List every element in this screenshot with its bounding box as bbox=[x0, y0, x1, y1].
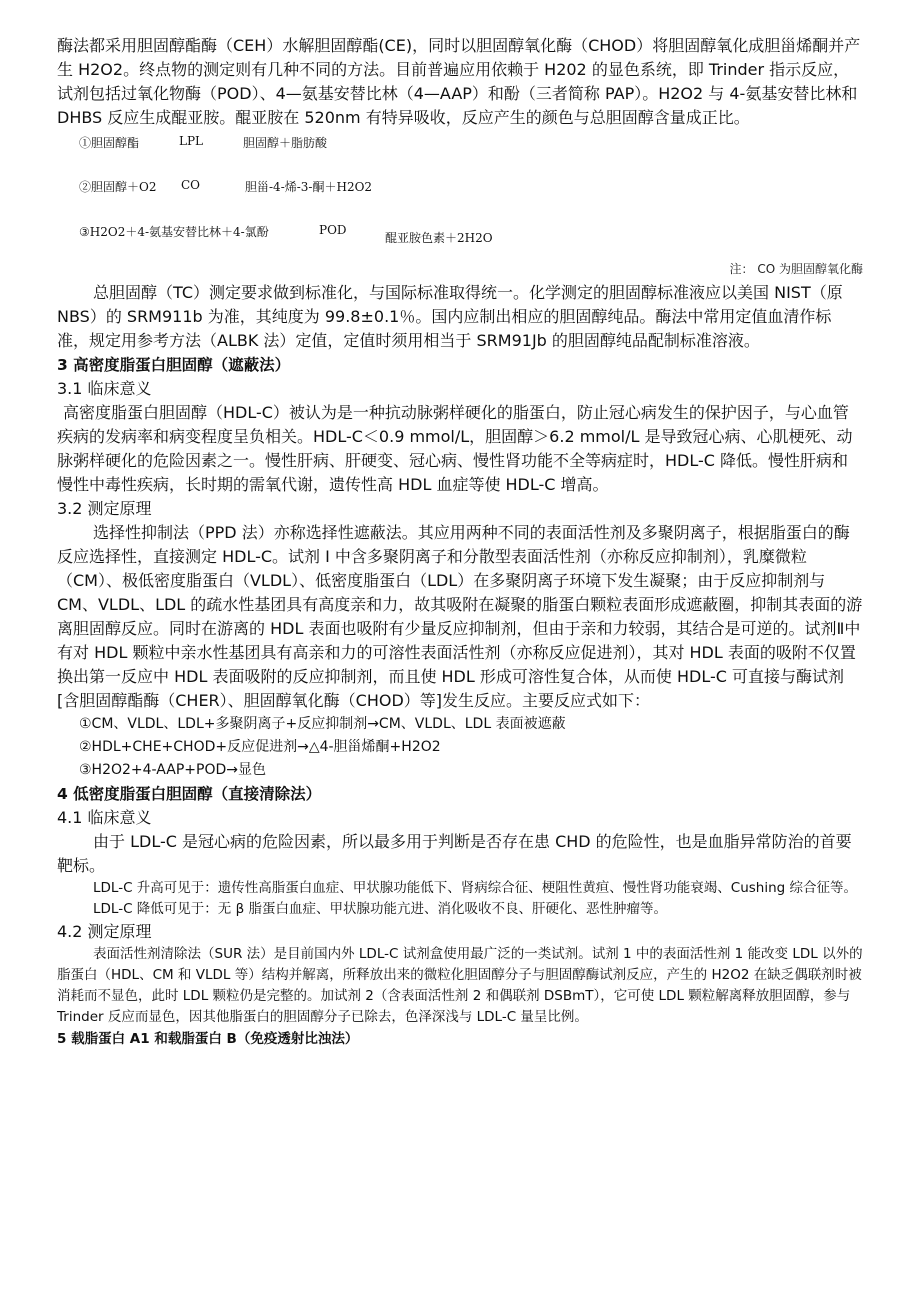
document-page bbox=[57, 34, 863, 1050]
reaction-list bbox=[57, 713, 863, 782]
intro-paragraph: 酶法都采用胆固醇酯酶（CEH）水解胆固醇酯(CE)，同时以胆固醇氧化酶（CHOD）将胆固醇氧化成胆甾烯酮并产生 H2O2。终点物的测定则有几种不同的方法。目前普遍应用依赖于 H202 的显色系统，即 Trinder 指示反应，试剂包括过氧化物酶（POD）、4—氨基安替比林（4—AAP）和酚（三者简称 PAP）。H2O2 与 4-氨基安替比林和 DHBS 反应生成醌亚胺。醌亚胺在 520nm 有特异吸收，反应产生的颜色与总胆固醇含量成正比。 bbox=[57, 36, 861, 127]
section-3-1-text: 高密度脂蛋白胆固醇（HDL-C）被认为是一种抗动脉粥样硬化的脂蛋白，防止冠心病发生的保护因子，与心血管疾病的发病率和病变程度呈负相关。HDL-C＜0.9 mmol/L，胆固醇＞6.2 mmol/L 是导致冠心病、心肌梗死、动脉粥样硬化的危险因素之一。慢性肝病、肝硬变、冠心病、慢性肾功能不全等病症时，HDL-C 降低。慢性肝病和慢性中毒性疾病，长时期的需氧代谢，遗传性高 HDL 血症等使 HDL-C 增高。 bbox=[57, 403, 853, 494]
equation-enzyme: CO bbox=[181, 178, 201, 192]
section-4-2-text: 表面活性剂清除法（SUR 法）是目前国内外 LDL-C 试剂盒使用最广泛的一类试剂。试剂 1 中的表面活性剂 1 能改变 LDL 以外的脂蛋白（HDL、CM 和 VLDL 等）结构并解离，所释放出来的微粒化胆固醇分子与胆固醇酶试剂反应，产生的 H2O2 在缺乏偶联剂时被消耗而不显色，此时 LDL 颗粒仍是完整的。加试剂 2（含表面活性剂 2 和偶联剂 DSBmT），它可使 LDL 颗粒解离释放胆固醇，参与 Trinder 反应而显色，因其他脂蛋白的胆固醇分子已除去，色泽深浅与 LDL-C 量呈比例。 bbox=[57, 946, 863, 1025]
equation-3 bbox=[57, 223, 863, 243]
equation-enzyme: POD bbox=[319, 223, 347, 237]
equation-enzyme: LPL bbox=[179, 134, 204, 148]
section-3-title: 3 高密度脂蛋白胆固醇（遮蔽法） bbox=[57, 356, 291, 374]
equation-left: ②胆固醇＋O2 bbox=[79, 180, 157, 194]
reaction-item: ②HDL+CHE+CHOD+反应促进剂→△4-胆甾烯酮+H2O2 bbox=[79, 739, 441, 755]
section-4-2-title: 4.2 测定原理 bbox=[57, 922, 152, 941]
equation-2 bbox=[57, 178, 863, 198]
ldl-elevated-text: LDL-C 升高可见于：遗传性高脂蛋白血症、甲状腺功能低下、肾病综合征、梗阻性黄疸、慢性肾功能衰竭、Cushing 综合征等。 bbox=[93, 880, 858, 896]
equation-left: ③H2O2＋4-氨基安替比林＋4-氯酚 bbox=[79, 225, 269, 239]
section-3-1-title: 3.1 临床意义 bbox=[57, 379, 152, 398]
enzyme-equations bbox=[57, 134, 863, 243]
equation-left: ①胆固醇酯 bbox=[79, 136, 140, 150]
equation-right: 醌亚胺色素＋2H2O bbox=[385, 231, 493, 245]
reaction-item: ③H2O2+4-AAP+POD→显色 bbox=[79, 762, 266, 778]
section-4-1-title: 4.1 临床意义 bbox=[57, 808, 152, 827]
equation-right: 胆固醇＋脂肪酸 bbox=[243, 136, 328, 150]
section-4-1-text: 由于 LDL-C 是冠心病的危险因素，所以最多用于判断是否存在患 CHD 的危险性，也是血脂异常防治的首要靶标。 bbox=[57, 832, 852, 875]
ldl-decreased-text: LDL-C 降低可见于：无 β 脂蛋白血症、甲状腺功能亢进、消化吸收不良、肝硬化、恶性肿瘤等。 bbox=[93, 901, 667, 917]
reaction-item: ①CM、VLDL、LDL+多聚阴离子+反应抑制剂→CM、VLDL、LDL 表面被遮蔽 bbox=[79, 716, 566, 732]
equation-note: 注： CO 为胆固醇氧化酶 bbox=[729, 262, 863, 276]
section-5-title: 5 载脂蛋白 A1 和载脂蛋白 B（免疫透射比浊法） bbox=[57, 1031, 359, 1047]
section-3-2-title: 3.2 测定原理 bbox=[57, 499, 152, 518]
tc-paragraph: 总胆固醇（TC）测定要求做到标准化，与国际标准取得统一。化学测定的胆固醇标准液应以美国 NIST（原 NBS）的 SRM911b 为准，其纯度为 99.8±0.1％。国内应制出相应的胆固醇纯品。酶法中常用定值血清作标准，规定用参考方法（ALBK 法）定值，定值时须用相当于 SRM91Jb 的胆固醇纯品配制标准溶液。 bbox=[57, 283, 843, 350]
equation-right: 胆甾-4-烯-3-酮＋H2O2 bbox=[245, 180, 373, 194]
section-3-2-text: 选择性抑制法（PPD 法）亦称选择性遮蔽法。其应用两种不同的表面活性剂及多聚阴离子，根据脂蛋白的酶反应选择性，直接测定 HDL-C。试剂 I 中含多聚阴离子和分散型表面活性剂（亦称反应抑制剂），乳糜微粒（CM）、极低密度脂蛋白（VLDL）、低密度脂蛋白（LDL）在多聚阴离子环境下发生凝聚；由于反应抑制剂与 CM、VLDL、LDL 的疏水性基团具有高度亲和力，故其吸附在凝聚的脂蛋白颗粒表面形成遮蔽圈，抑制其表面的游离胆固醇反应。同时在游离的 HDL 表面也吸附有少量反应抑制剂，但由于亲和力较弱，其结合是可逆的。试剂Ⅱ中有对 HDL 颗粒中亲水性基团具有高亲和力的可溶性表面活性剂（亦称反应促进剂），其对 HDL 表面的吸附不仅置换出第一反应中 HDL 表面吸附的反应抑制剂，而且使 HDL 形成可溶性复合体，从而使 HDL-C 可直接与酶试剂[含胆固醇酯酶（CHER）、胆固醇氧化酶（CHOD）等]发生反应。主要反应式如下： bbox=[57, 523, 863, 710]
section-4-title: 4 低密度脂蛋白胆固醇（直接清除法） bbox=[57, 785, 322, 803]
equation-1 bbox=[57, 134, 863, 154]
